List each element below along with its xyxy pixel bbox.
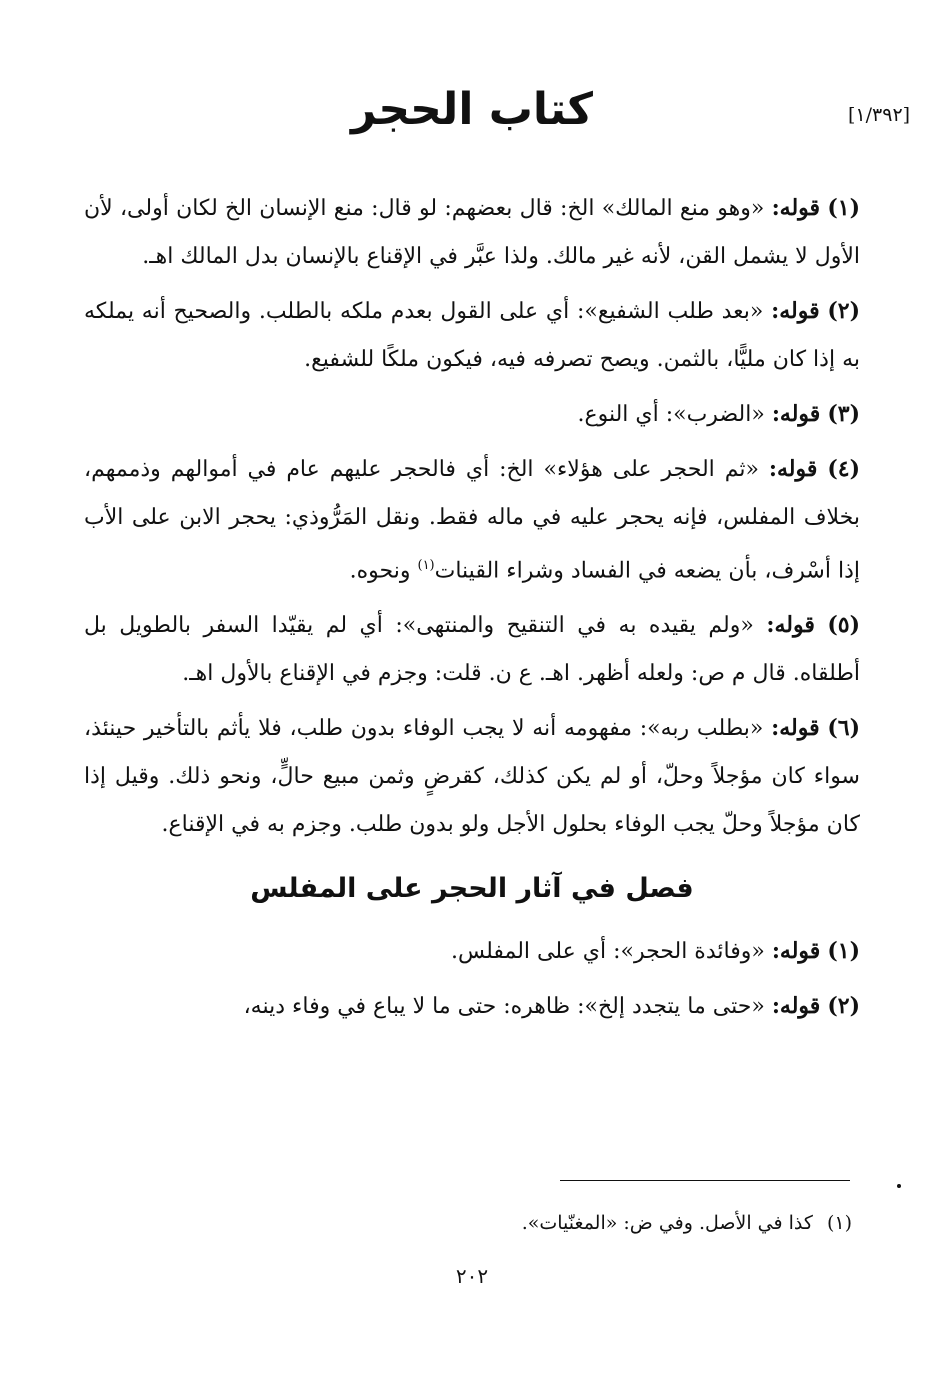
- section-paragraph-1: [84, 927, 860, 976]
- paragraph-number: (٢): [827, 993, 860, 1020]
- scan-dot: [897, 1184, 901, 1188]
- paragraph-text: «بعد طلب الشفيع»: أي على القول بعدم ملكه بالطلب. والصحيح أنه يملكه به إذا كان مليًّا، بالثمن. ويصح تصرفه فيه، فيكون ملكًا للشفيع.: [84, 299, 860, 372]
- paragraph-6: [84, 704, 860, 849]
- paragraph-text: «بطلب ربه»: مفهومه أنه لا يجب الوفاء بدون طلب، فلا يأثم بالتأخير حينئذ، سواء كان مؤجلاً وحلّ، أو لم يكن كذلك، كقرضٍ وثمن مبيع حالٍّ، ونحو ذلك. وقيل إذا كان مؤجلاً وحلّ يجب الوفاء بحلول الأجل ولو بدون طلب. وجزم به في الإقناع.: [84, 716, 860, 838]
- paragraph-label: قوله:: [771, 401, 821, 427]
- paragraph-text-tail: ونحوه.: [349, 558, 418, 584]
- footnote-marker: (١): [417, 558, 435, 573]
- footnote-number: (١): [826, 1212, 852, 1234]
- paragraph-label: قوله:: [771, 993, 821, 1020]
- footnote-divider: [560, 1180, 850, 1181]
- paragraph-text: «وهو منع المالك» الخ: قال بعضهم: لو قال: منع الإنسان الخ لكان أولى، لأن الأول لا يشمل القن، لأنه غير مالك. ولذا عبَّر في الإقناع بالإنسان بدل المالك اهـ.: [84, 196, 860, 269]
- paragraph-label: قوله:: [766, 612, 815, 639]
- paragraph-number: (٦): [827, 715, 860, 742]
- paragraph-1: [84, 184, 860, 281]
- paragraph-2: [84, 287, 860, 384]
- footnote-text: كذا في الأصل. وفي ض: «المغنّيات».: [521, 1212, 813, 1234]
- paragraph-text: «وفائدة الحجر»: أي على المفلس.: [451, 939, 765, 965]
- section-title: فصل في آثار الحجر على المفلس: [250, 873, 694, 905]
- paragraph-number: (٣): [827, 401, 860, 427]
- footnote: [92, 1208, 852, 1238]
- paragraph-text: «ولم يقيده به في التنقيح والمنتهى»: أي لم يقيّدا السفر بالطويل بل أطلقاه. قال م ص: ولعله أظهر. اهـ. ع ن. قلت: وجزم في الإقناع بالأول اهـ.: [84, 613, 860, 687]
- paragraph-label: قوله:: [771, 195, 821, 221]
- paragraph-label: قوله:: [771, 715, 820, 742]
- paragraph-text: «ثم الحجر على هؤلاء» الخ: أي فالحجر عليهم عام في أموالهم وذممهم، بخلاف المفلس، فإنه يحجر عليه في ماله فقط. ونقل المَرُّوذي: يحجر الابن على الأب إذا أسْرف، بأن يضعه في الفساد وشراء القينات: [84, 457, 860, 584]
- paragraph-text: «الضرب»: أي النوع.: [577, 402, 765, 427]
- paragraph-5: [84, 601, 860, 698]
- paragraph-label: قوله:: [768, 456, 818, 482]
- paragraph-number: (٤): [827, 456, 860, 482]
- paragraph-number: (٥): [827, 612, 861, 639]
- paragraph-3: [84, 390, 860, 439]
- section-paragraph-2: [84, 982, 860, 1031]
- page-number: ٢٠٢: [455, 1264, 489, 1288]
- chapter-title: كتاب الحجر: [351, 84, 593, 135]
- paragraph-number: (٢): [827, 298, 860, 324]
- paragraph-label: قوله:: [771, 938, 821, 965]
- paragraph-number: (١): [827, 195, 860, 221]
- paragraph-4: [84, 445, 860, 595]
- page-reference: [١/٣٩٢]: [848, 104, 911, 126]
- main-text: [84, 184, 860, 1037]
- paragraph-number: (١): [827, 938, 860, 965]
- paragraph-text: «حتى ما يتجدد إلخ»: ظاهره: حتى ما لا يباع في وفاء دينه،: [243, 994, 765, 1020]
- paragraph-label: قوله:: [771, 298, 820, 324]
